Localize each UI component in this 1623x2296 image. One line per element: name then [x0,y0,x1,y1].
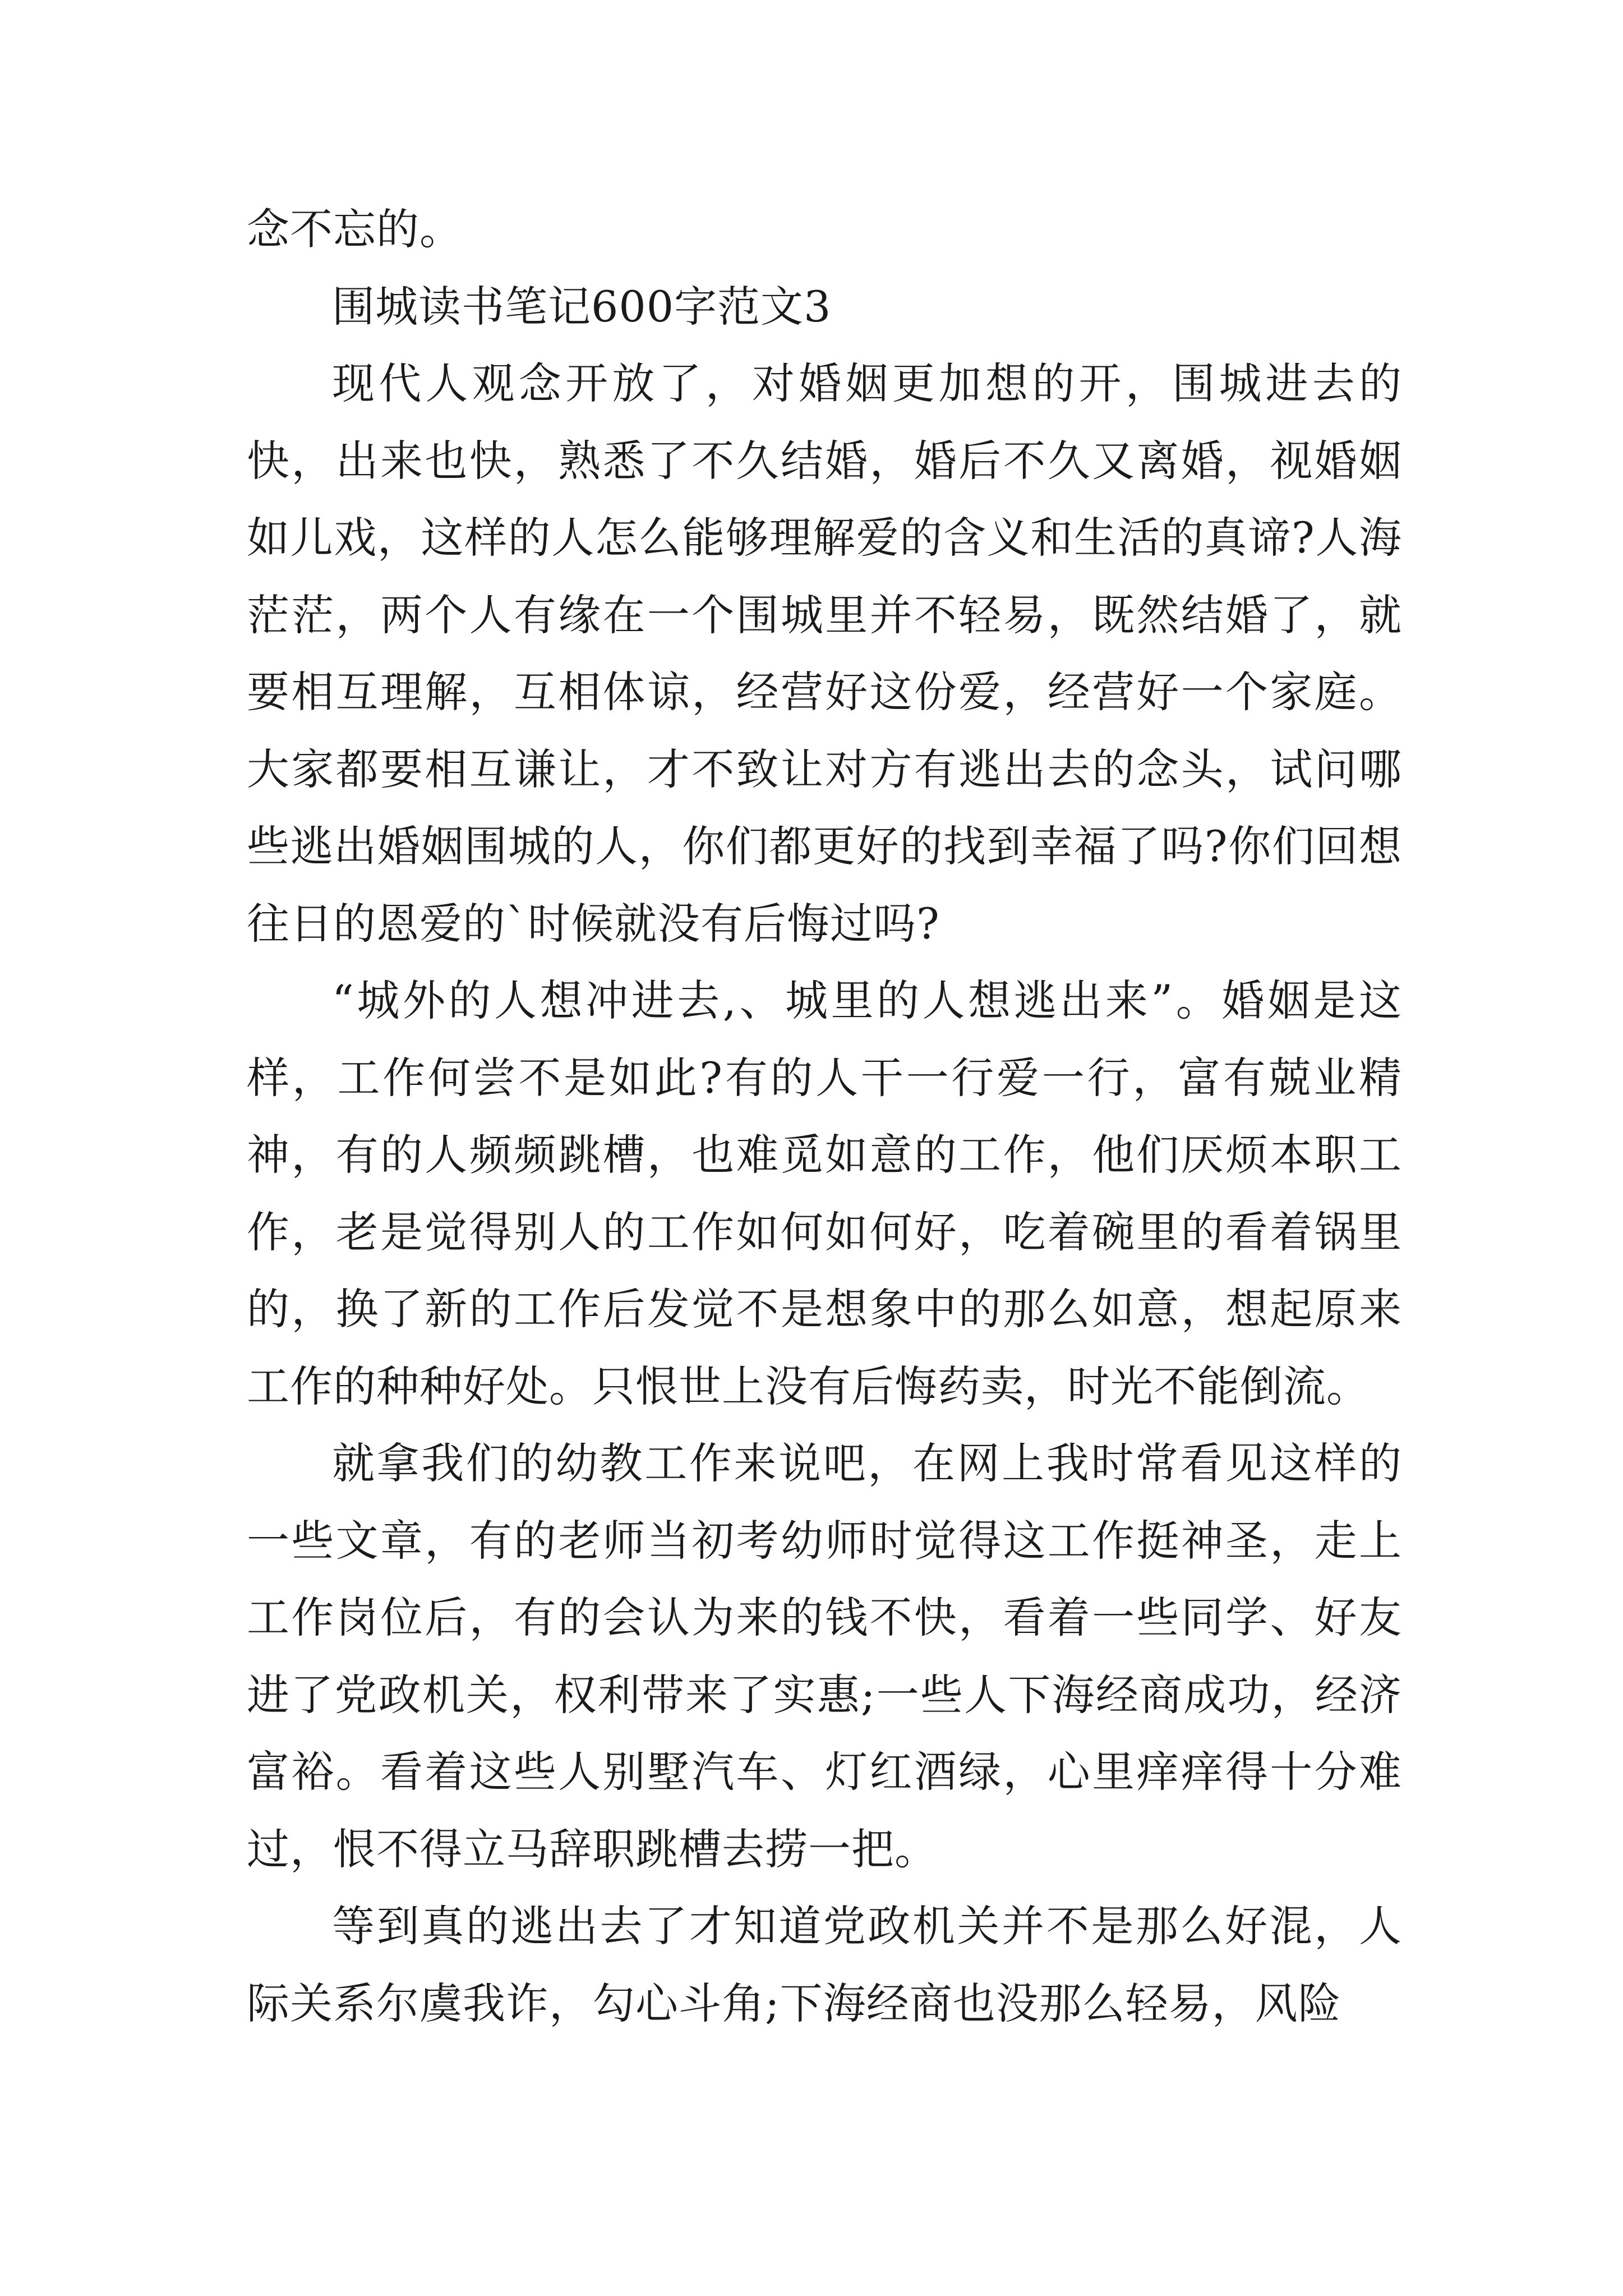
paragraph: 就拿我们的幼教工作来说吧，在网上我时常看见这样的一些文章，有的老师当初考幼师时觉得这工作挺神圣，走上工作岗位后，有的会认为来的钱不快，看着一些同学、好友进了党政机关，权利带来了实惠;一些人下海经商成功，经济富裕。看着这些人别墅汽车、灯红酒绿，心里痒痒得十分难过，恨不得立马辞职跳槽去捞一把。 [247,1438,1402,1874]
paragraph: 等到真的逃出去了才知道党政机关并不是那么好混，人际关系尔虞我诈，勾心斗角;下海经商也没那么轻易，风险 [247,1901,1402,2028]
paragraph: 现代人观念开放了，对婚姻更加想的开，围城进去的快，出来也快，熟悉了不久结婚，婚后不久又离婚，视婚姻如儿戏，这样的人怎么能够理解爱的含义和生活的真谛?人海茫茫，两个人有缘在一个围城里并不轻易，既然结婚了，就要相互理解，互相体谅，经营好这份爱，经营好一个家庭。大家都要相互谦让，才不致让对方有逃出去的念头，试问哪些逃出婚姻围城的人，你们都更好的找到幸福了吗?你们回想往日的恩爱的`时候就没有后悔过吗? [247,358,1402,949]
document-body [247,191,1402,2042]
paragraph-continuation: 念不忘的。 [247,204,463,254]
section-heading: 围城读书笔记600字范文3 [332,281,832,332]
paragraph: “城外的人想冲进去,、城里的人想逃出来”。婚姻是这样，工作何尝不是如此?有的人干一行爱一行，富有兢业精神，有的人频频跳槽，也难觅如意的工作，他们厌烦本职工作，老是觉得别人的工作如何如何好，吃着碗里的看着锅里的，换了新的工作后发觉不是想象中的那么如意，想起原来工作的种种好处。只恨世上没有后悔药卖，时光不能倒流。 [247,976,1402,1411]
